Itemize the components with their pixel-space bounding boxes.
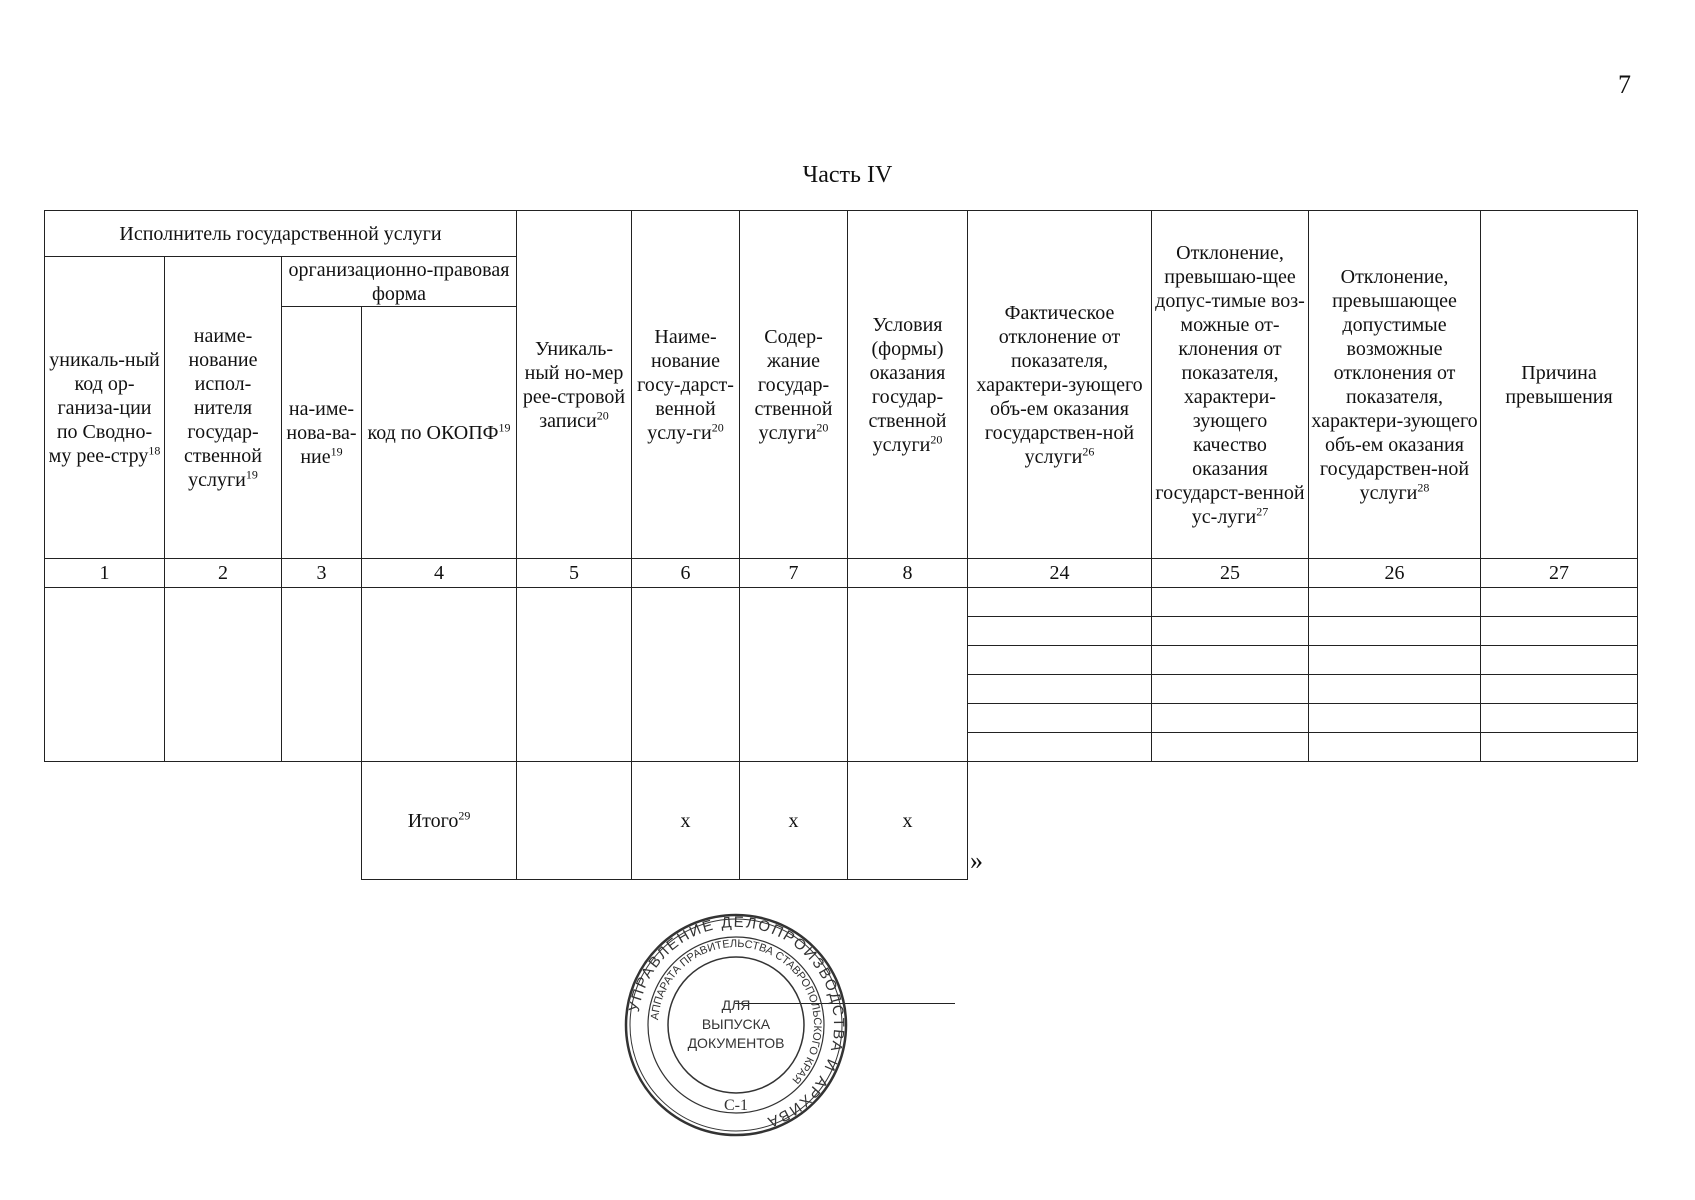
empty-cell — [517, 588, 632, 762]
empty-cell — [362, 588, 517, 762]
empty-cell — [1309, 704, 1481, 733]
blank-area — [968, 762, 1638, 880]
column-number: 26 — [1309, 559, 1481, 588]
empty-cell — [968, 646, 1152, 675]
empty-cell — [1481, 675, 1638, 704]
total-mark: x — [848, 762, 968, 880]
seal-inner-text: АППАРАТА ПРАВИТЕЛЬСТВА СТАВРОПОЛЬСКОГО КРАЯ — [649, 937, 824, 1086]
header-col25: Отклонение, превышаю-щее допус-тимые воз-можные от-клонения от показателя, характери-зующего качество оказания государст-венной ус-луги$^{27}$ — [1152, 211, 1309, 559]
group-executor-header: Исполнитель государственной услуги — [45, 211, 517, 257]
group-org-form-header: организационно-правовая форма — [282, 257, 517, 307]
empty-cell — [1309, 617, 1481, 646]
empty-cell — [1152, 617, 1309, 646]
column-number: 24 — [968, 559, 1152, 588]
header-col4: код по ОКОПФ$^{19}$ — [362, 307, 517, 559]
empty-cell — [1481, 704, 1638, 733]
empty-cell — [1481, 617, 1638, 646]
empty-cell — [1152, 704, 1309, 733]
header-col8: Условия (формы) оказания государ-ственной услуги$^{20}$ — [848, 211, 968, 559]
empty-cell — [1152, 733, 1309, 762]
empty-cell — [165, 588, 282, 762]
empty-cell — [1309, 675, 1481, 704]
header-col24: Фактическое отклонение от показателя, характери-зующего объ-ем оказания государствен-ной услуги$^{26}$ — [968, 211, 1152, 559]
empty-cell — [848, 588, 968, 762]
header-col6: Наиме-нование госу-дарст-венной услу-$ги^{20}$ — [632, 211, 740, 559]
seal-center-line3: ДОКУМЕНТОВ — [687, 1035, 785, 1051]
empty-cell — [45, 588, 165, 762]
header-col1: уникаль-ный код ор-ганиза-ции по Сводно-му рее-стру$^{18}$ — [45, 257, 165, 559]
total-mark: x — [740, 762, 848, 880]
empty-cell — [968, 733, 1152, 762]
header-col2: наиме-нование испол-нителя государ-ственной услуги$^{19}$ — [165, 257, 282, 559]
total-row — [45, 762, 1638, 880]
empty-cell — [1152, 588, 1309, 617]
total-label: Итого$^{29}$ — [362, 762, 517, 880]
empty-cell — [968, 704, 1152, 733]
seal-center-line1: ДЛЯ — [721, 997, 751, 1013]
header-col5: Уникаль-ный но-мер рее-стровой записи$^{20}$ — [517, 211, 632, 559]
empty-cell — [1152, 675, 1309, 704]
column-number: 4 — [362, 559, 517, 588]
seal-center-line2: ВЫПУСКА — [701, 1016, 771, 1032]
column-number: 3 — [282, 559, 362, 588]
column-number: 7 — [740, 559, 848, 588]
column-numbers-row — [45, 559, 1638, 588]
column-number: 5 — [517, 559, 632, 588]
page-number: 7 — [1618, 70, 1631, 99]
column-number: 25 — [1152, 559, 1309, 588]
empty-cell — [282, 588, 362, 762]
empty-cell — [968, 617, 1152, 646]
empty-cell — [632, 588, 740, 762]
closing-quote: » — [970, 846, 983, 875]
header-col27: Причина превышения — [1481, 211, 1638, 559]
header-col3: на-име-нова-ва-ние$^{19}$ — [282, 307, 362, 559]
empty-cell — [1152, 646, 1309, 675]
empty-cell — [1309, 588, 1481, 617]
table-row — [45, 588, 1638, 617]
empty-cell — [740, 588, 848, 762]
header-col26: Отклонение, превышающее допустимые возможные отклонения от показателя, характери-зующего объ-ем оказания государствен-ной услуги$^{28}$ — [1309, 211, 1481, 559]
empty-cell — [968, 675, 1152, 704]
empty-cell — [517, 762, 632, 880]
column-number: 8 — [848, 559, 968, 588]
empty-cell — [1481, 588, 1638, 617]
column-number: 27 — [1481, 559, 1638, 588]
report-table — [44, 210, 1638, 880]
total-mark: x — [632, 762, 740, 880]
empty-cell — [1481, 733, 1638, 762]
official-seal-stamp — [623, 912, 849, 1138]
empty-cell — [1309, 733, 1481, 762]
header-col7: Содер-жание государ-ственной услуги$^{20}$ — [740, 211, 848, 559]
blank-area — [45, 762, 362, 880]
seal-code: С-1 — [724, 1097, 748, 1114]
column-number: 2 — [165, 559, 282, 588]
empty-cell — [1309, 646, 1481, 675]
empty-cell — [968, 588, 1152, 617]
column-number: 1 — [45, 559, 165, 588]
seal-outer-text: УПРАВЛЕНИЕ ДЕЛОПРОИЗВОДСТВА И АРХИВА — [625, 913, 848, 1131]
column-number: 6 — [632, 559, 740, 588]
part-title: Часть IV — [802, 162, 893, 188]
empty-cell — [1481, 646, 1638, 675]
